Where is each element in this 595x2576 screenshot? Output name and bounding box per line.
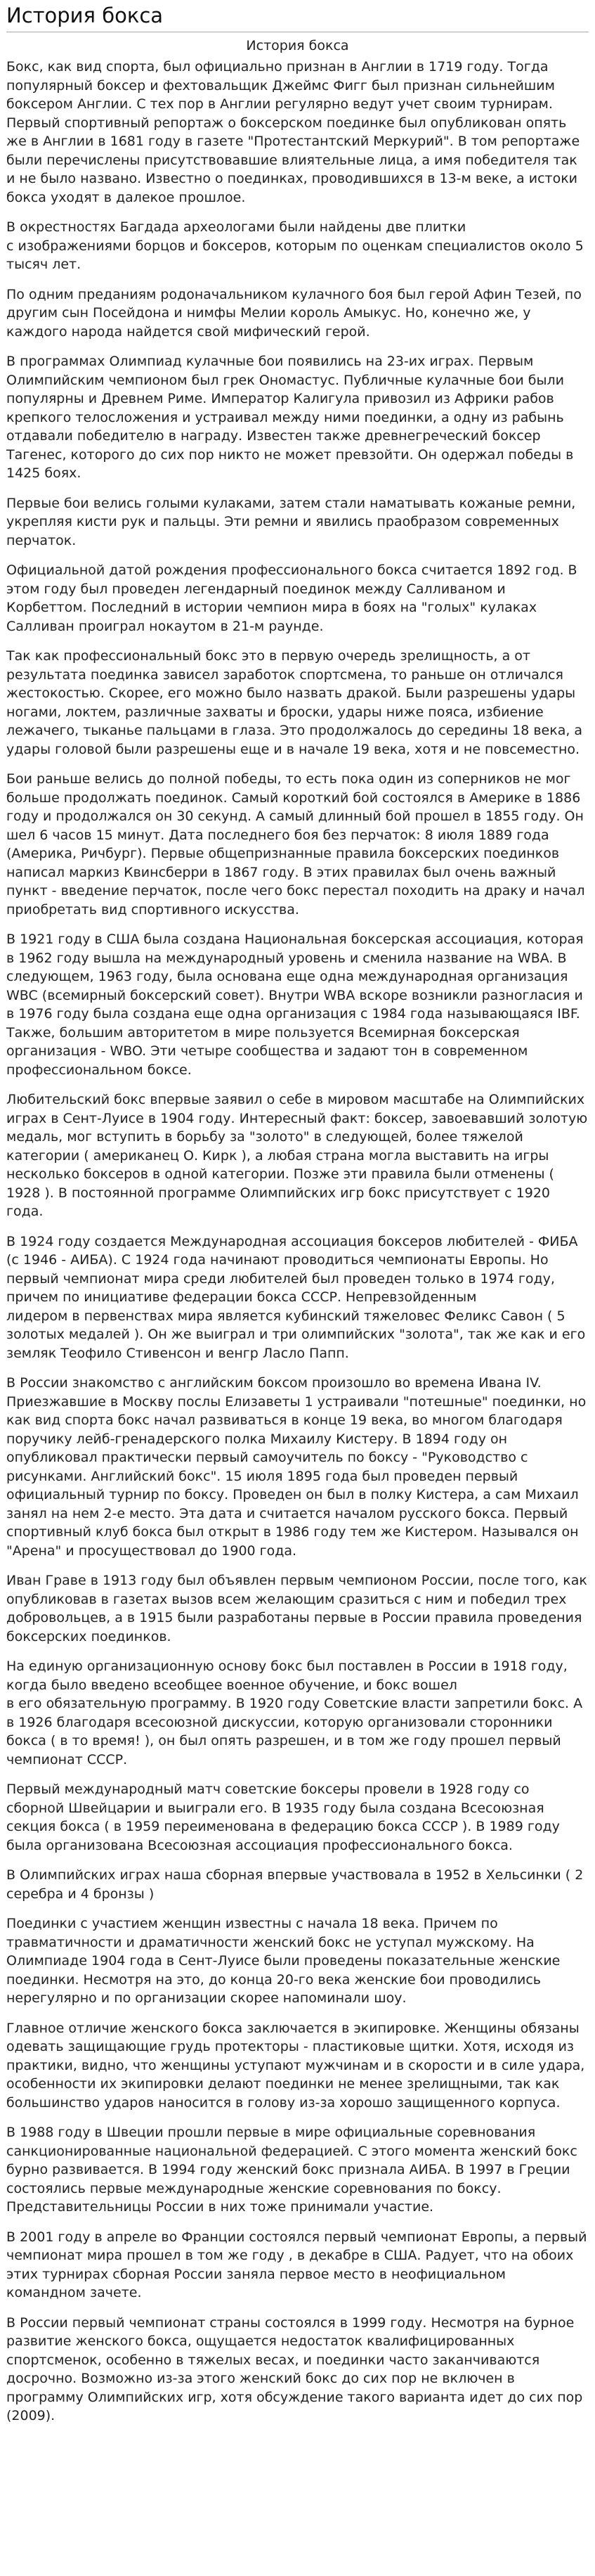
article-paragraph: Иван Граве в 1913 году был объявлен первым чемпионом России, после того, как опубликовав в газетах вызов всем желающим сразиться с ним и победил трех добровольцев, а в 1915 были разработаны первые в России правила проведения боксерских поединков. xyxy=(6,1573,587,1644)
article-paragraph: Любительский бокс впервые заявил о себе в мировом масштабе на Олимпийских играх в Сент-Луисе в 1904 году. Интересный факт: боксер, завоевавший золотую медаль, мог вступить в борьбу за "золото" в следующей, более тяжелой категории ( американец О. Кирк ), а любая страна могла выставить на игры несколько боксеров в одной категории. Позже эти правила были отменены ( 1928 ). В постоянной программе Олимпийских игр бокс присутствует с 1920 года. xyxy=(6,1092,588,1219)
article-paragraph: В 1924 году создается Международная ассоциация боксеров любителей - ФИБА (с 1946 - АИБА). С 1924 года начинают проводиться чемпионаты Европы. Но первый чемпионат мира среди любителей был проведен только в 1974 году, причем по инициативе федерации бокса СССР. Непревзойденным лидером в первенствах мира является кубинский тяжеловес Феликс Савон ( 5 золотых медалей ). Он же выиграл и три олимпийских "золота", так же как и его земляк Теофило Стивенсон и венгр Ласло Папп. xyxy=(6,1233,586,1361)
article-paragraph: Поединки с участием женщин известны с начала 18 века. Причем по травматичности и драматичности женский бокс не уступал мужскому. На Олимпиаде 1904 года в Сент-Луисе были проведены показательные женские поединки. Несмотря на это, до конца 20-го века женские бои проводились нерегулярно и по организации скорее напоминали шоу. xyxy=(6,1916,561,2006)
article-paragraph: Бои раньше велись до полной победы, то есть пока один из соперников не мог больше продолжать поединок. Самый короткий бой состоялся в Америке в 1886 году и продолжался он 30 секунд. А самый длинный бой прошел в 1855 году. Он шел 6 часов 15 минут. Дата последнего боя без перчаток: 8 июля 1889 года (Америка, Ричбург). Первые общепризнанные правила боксерских поединков написал маркиз Квинсберри в 1867 году. В этих правилах был очень важный пункт - введение перчаток, после чего бокс перестал походить на драку и начал приобретать вид спортивного искусства. xyxy=(6,771,585,917)
article-paragraph: В окрестностях Багдада археологами были найдены две плитки с изображениями борцов и боксеров, которым по оценкам специалистов около 5 тысяч лет. xyxy=(6,219,584,272)
article-paragraph: Официальной датой рождения профессионального бокса считается 1892 год. В этом году был проведен легендарный поединок между Салливаном и Корбеттом. Последний в истории чемпион мира в боях на "голых" кулаках Салливан проиграл нокаутом в 21-м раунде. xyxy=(6,562,577,634)
article-paragraph: Главное отличие женского бокса заключается в экипировке. Женщины обязаны одевать защищающие грудь протекторы - пластиковые щитки. Хотя, исходя из практики, видно, что женщины уступают мужчинам и в скорости и в силе удара, особенности их экипировки делают поединки не менее зрелищными, так как большинство ударов наносится в голову из-за хорошо защищенного корпуса. xyxy=(6,2020,585,2111)
article-paragraph: Первый международный матч советские боксеры провели в 1928 году со сборной Швейцарии и выиграли его. В 1935 году была создана Всесоюзная секция бокса ( в 1959 переименована в федерацию бокса СССР ). В 1989 году была организована Всесоюзная ассоциация профессионального бокса. xyxy=(6,1782,560,1853)
article-paragraph: Так как профессиональный бокс это в первую очередь зрелищность, а от результата поединка зависел заработок спортсмена, то раньше он отличался жестокостью. Скорее, его можно было назвать дракой. Были разрешены удары ногами, локтем, различные захваты и броски, удары ниже пояса, избиение лежачего, тыканье пальцами в глаза. Это продолжалось до середины 18 века, а удары головой были разрешены еще и в начале 19 века, хотя и не повсеместно. xyxy=(6,648,583,757)
article-paragraph: В Олимпийских играх наша сборная впервые участвовала в 1952 в Хельсинки ( 2 серебра и 4 бронзы ) xyxy=(6,1867,584,1902)
article-paragraph: В 1988 году в Швеции прошли первые в мире официальные соревнования санкционированные национальной федерацией. С этого момента женский бокс бурно развивается. В 1994 году женский бокс признала АИБА. В 1997 в Греции состоялись первые международные женские соревнования по боксу. Представительницы России в них тоже принимали участие. xyxy=(6,2125,577,2215)
article-body xyxy=(6,58,589,2426)
article-paragraph: В программах Олимпиад кулачные бои появились на 23-их играх. Первым Олимпийским чемпионом был грек Ономастус. Публичные кулачные бои были популярны и Древнем Риме. Император Калигула привозил из Африки рабов крепкого телосложения и устраивал между ними поединки, а одну из рабынь отдавали победителю в награду. Известен также древнегреческий боксер Тагенес, которого до сих пор никто не может превзойти. Он одержал победы в 1425 боях. xyxy=(6,354,574,481)
article-paragraph: По одним преданиям родоначальником кулачного боя был герой Афин Тезей, по другим сын Посейдона и нимфы Мелии король Амыкус. Но, конечно же, у каждого народа найдется свой мифический герой. xyxy=(6,286,582,340)
article-paragraph: Бокс, как вид спорта, был официально признан в Англии в 1719 году. Тогда популярный боксер и фехтовальщик Джеймс Фигг был признан сильнейшим боксером Англии. С тех пор в Англии регулярно ведут учет своим турнирам. Первый спортивный репортаж о боксерском поединке был опубликован опять же в Англии в 1681 году в газете "Протестантский Меркурий". В том репортаже были перечислены присутствовавшие влиятельные лица, а имя победителя так и не было названо. Известно о поединках, проводившихся в 13-м веке, а истоки бокса уходят в далекое прошлое. xyxy=(6,59,580,205)
article-paragraph: На единую организационную основу бокс был поставлен в России в 1918 году, когда было введено всеобщее военное обучение, и бокс вошел в его обязательную программу. В 1920 году Советские власти запретили бокс. А в 1926 благодаря всесоюзной дискуссии, которую организовали сторонники бокса ( в то время! ), он был опять разрешен, и в том же году прошел первый чемпионат СССР. xyxy=(6,1659,583,1767)
article-paragraph: Первые бои велись голыми кулаками, затем стали наматывать кожаные ремни, укрепляя кисти рук и пальцы. Эти ремни и явились праобразом современных перчаток. xyxy=(6,495,576,548)
article-paragraph: В России первый чемпионат страны состоялся в 1999 году. Несмотря на бурное развитие женского бокса, ощущается недостаток квалифицированных спортсменок, особенно в тяжелых весах, и поединки часто заканчиваются досрочно. Возможно из-за этого женский бокс до сих пор не включен в программу Олимпийских игр, хотя обсуждение такого варианта идет до сих пор (2009). xyxy=(6,2314,583,2423)
article-paragraph: В 2001 году в апреле во Франции состоялся первый чемпионат Европы, а первый чемпионат мира прошел в том же году , в декабре в США. Радует, что на обоих этих турнирах сборная России заняла первое место в неофициальном командном зачете. xyxy=(6,2229,587,2300)
page-title: История бокса xyxy=(6,3,589,32)
article-paragraph: В 1921 году в США была создана Национальная боксерская ассоциация, которая в 1962 году вышла на международный уровень и сменила название на WBA. В следующем, 1963 году, была основана еще одна международная организация WBC (всемирный боксерский совет). Внутри WBA вскоре возникли разногласия и в 1976 году была создана еще одна организация с 1984 года называющаяся IBF. Также, большим авторитетом в мире пользуется Всемирная боксерская организация - WBO. Эти четыре сообщества и задают тон в современном профессиональном боксе. xyxy=(6,932,584,1078)
article-paragraph: В России знакомство с английским боксом произошло во времена Ивана IV. Приезжавшие в Москву послы Елизаветы 1 устраивали "потешные" поединки, но как вид спорта бокс начал развиваться в конце 19 века, во многом благодаря поручику лейб-гренадерского полка Михаилу Кистеру. В 1894 году он опубликовал практически первый самоучитель по боксу - "Руководство с рисунками. Английский бокс". 15 июля 1895 года был проведен первый официальный турнир по боксу. Проведен он был в полку Кистера, а сам Михаил занял на нем 2-е место. Эта дата и считается началом русского бокса. Первый спортивный клуб бокса был открыт в 1986 году тем же Кистером. Назывался он "Арена" и просуществовал до 1900 года. xyxy=(6,1375,587,1559)
article-subtitle: История бокса xyxy=(246,38,349,53)
